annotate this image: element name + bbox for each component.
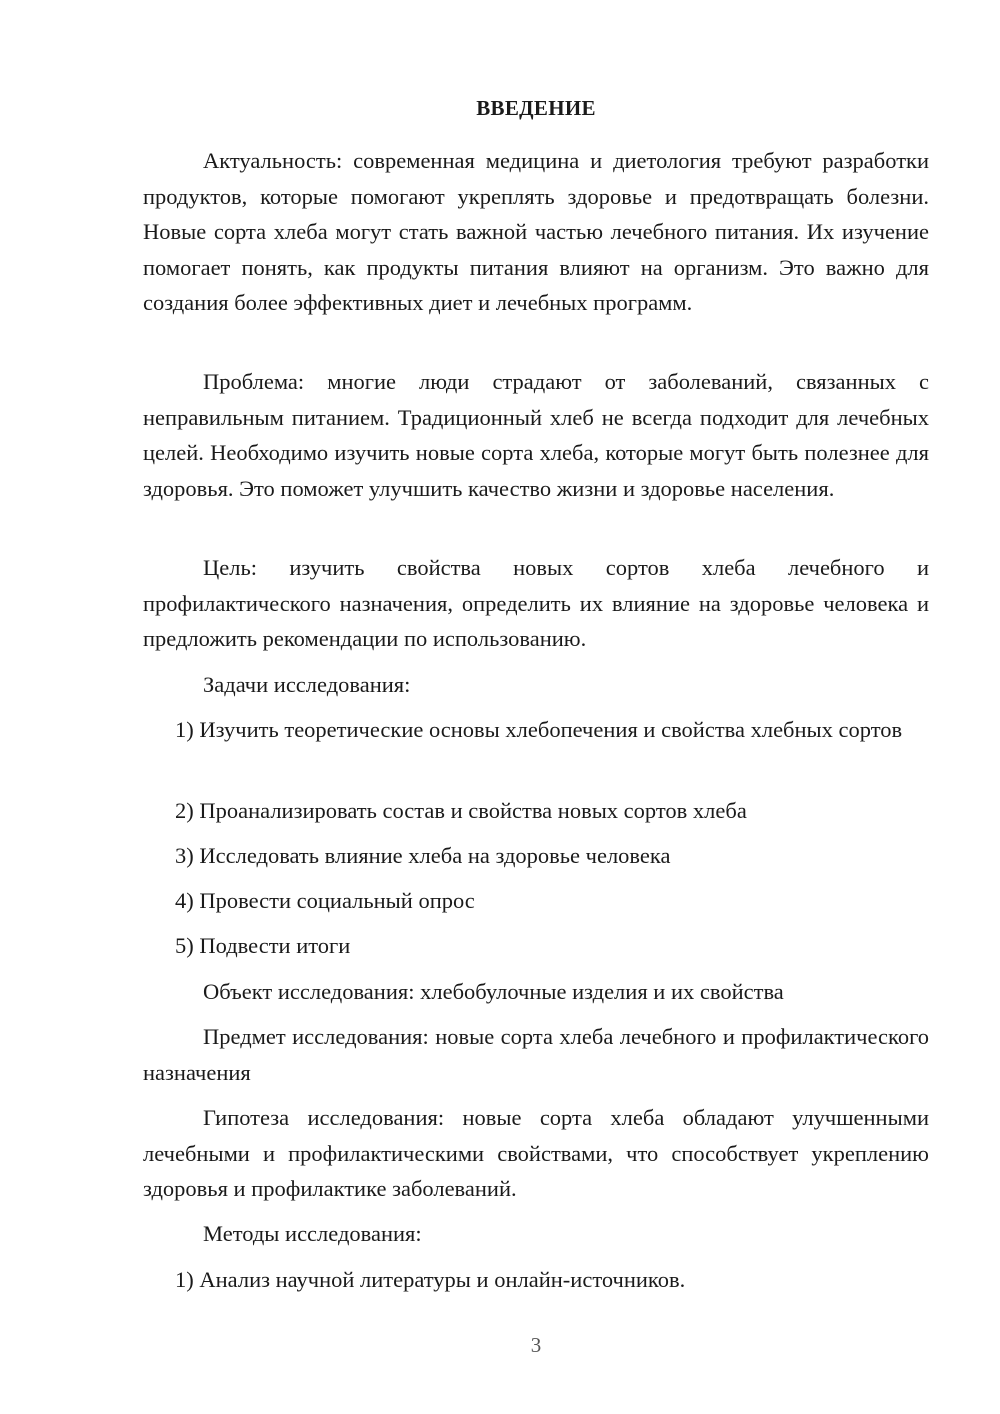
task-item: 2) Проанализировать состав и свойства новых сортов хлеба — [175, 798, 747, 823]
paragraph-hypothesis: Гипотеза исследования: новые сорта хлеба обладают улучшенными лечебными и профилактическими свойствами, что способствует укреплению здоровья и профилактике заболеваний. — [143, 1105, 929, 1201]
methods-heading: Методы исследования: — [203, 1221, 422, 1246]
paragraph-subject: Предмет исследования: новые сорта хлеба лечебного и профилактического назначения — [143, 1024, 929, 1085]
paragraph-problem: Проблема: многие люди страдают от заболеваний, связанных с неправильным питанием. Традиционный хлеб не всегда подходит для лечебных целей. Необходимо изучить новые сорта хлеба, которые могут быть полезнее для здоровья. Это поможет улучшить качество жизни и здоровье населения. — [143, 369, 929, 501]
task-item: 4) Провести социальный опрос — [175, 888, 475, 913]
paragraph-goal: Цель: изучить свойства новых сортов хлеба лечебного и профилактического назначения, определить их влияние на здоровье человека и предложить рекомендации по использованию. — [143, 555, 929, 651]
task-item: 5) Подвести итоги — [175, 933, 351, 958]
task-item: 3) Исследовать влияние хлеба на здоровье человека — [175, 843, 671, 868]
tasks-heading: Задачи исследования: — [203, 672, 411, 697]
paragraph-relevance: Актуальность: современная медицина и диетология требуют разработки продуктов, которые помогают укреплять здоровье и предотвращать болезни. Новые сорта хлеба могут стать важной частью лечебного питания. Их изучение помогает понять, как продукты питания влияют на организм. Это важно для создания более эффективных диет и лечебных программ. — [143, 148, 929, 315]
task-item: 1) Изучить теоретические основы хлебопечения и свойства хлебных сортов — [175, 717, 903, 742]
method-item: 1) Анализ научной литературы и онлайн-источников. — [175, 1267, 686, 1292]
page-number: 3 — [530, 1333, 542, 1357]
paragraph-object: Объект исследования: хлебобулочные изделия и их свойства — [203, 979, 784, 1004]
section-title: ВВЕДЕНИЕ — [476, 96, 596, 120]
